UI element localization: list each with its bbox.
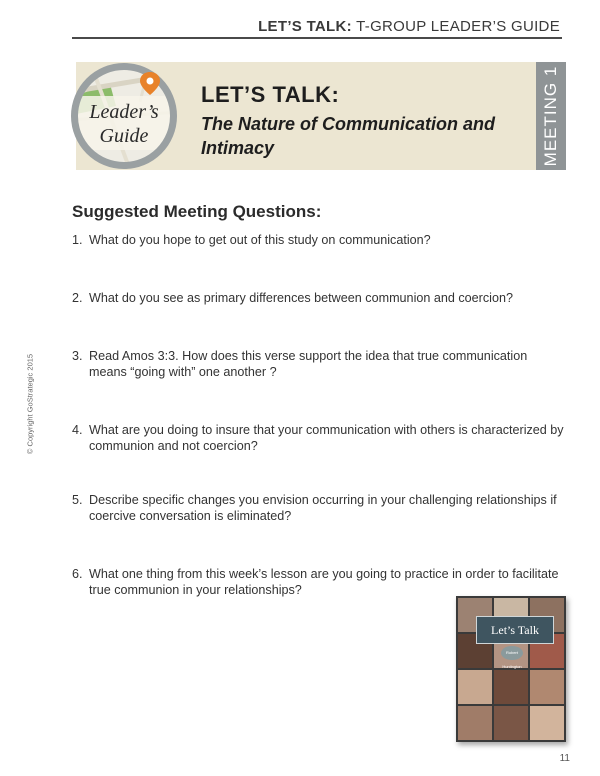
portrait-tile: [494, 706, 528, 740]
question-number: 6.: [72, 567, 83, 581]
question-text: What do you see as primary differences between communion and coercion?: [89, 291, 513, 305]
running-head-bold: LET’S TALK:: [258, 18, 352, 35]
question-number: 2.: [72, 291, 83, 305]
book-cover-image: [456, 596, 566, 742]
question-item: [72, 566, 566, 598]
question-text: Describe specific changes you envision occurring in your challenging relationships if coercive conversation is eliminated?: [89, 493, 557, 523]
portrait-tile: [530, 706, 564, 740]
banner-title: LET’S TALK:: [201, 82, 340, 107]
badge-label: [70, 100, 178, 148]
question-item: [72, 290, 566, 306]
page-number: 11: [559, 753, 570, 764]
question-item: [72, 232, 566, 248]
portrait-tile: [530, 670, 564, 704]
question-item: [72, 492, 566, 524]
leaders-guide-badge: [70, 62, 178, 170]
badge-line-1: Leader’s: [89, 101, 159, 123]
question-item: [72, 422, 566, 454]
meeting-tab-label: MEETING 1: [541, 65, 560, 167]
header-rule: [72, 37, 562, 39]
section-heading: Suggested Meeting Questions:: [72, 202, 322, 221]
question-item: [72, 348, 566, 380]
question-text: What are you doing to insure that your communication with others is characterized by communion and not coercion?: [89, 423, 564, 453]
banner-subtitle: The Nature of Communication and Intimacy: [201, 114, 496, 158]
book-title: Let’s Talk: [476, 616, 554, 644]
question-text: What do you hope to get out of this study on communication?: [89, 233, 431, 247]
portrait-tile: [458, 706, 492, 740]
running-head: [258, 18, 560, 35]
running-head-rest: T-GROUP LEADER’S GUIDE: [351, 18, 560, 35]
question-text: What one thing from this week’s lesson are you going to practice in order to facilitate true communion in your relationships?: [89, 567, 559, 597]
portrait-tile: [458, 670, 492, 704]
meeting-tab: [536, 62, 566, 170]
question-text: Read Amos 3:3. How does this verse support the idea that true communication means “going with” one another ?: [89, 349, 528, 379]
question-number: 5.: [72, 493, 83, 507]
portrait-tile: [494, 670, 528, 704]
copyright-notice: © Copyright GoStrategic 2015: [25, 353, 35, 455]
badge-line-2: Guide: [99, 125, 149, 147]
question-number: 4.: [72, 423, 83, 437]
question-number: 1.: [72, 233, 83, 247]
book-author: Robert Huntington: [501, 646, 523, 660]
question-number: 3.: [72, 349, 83, 363]
